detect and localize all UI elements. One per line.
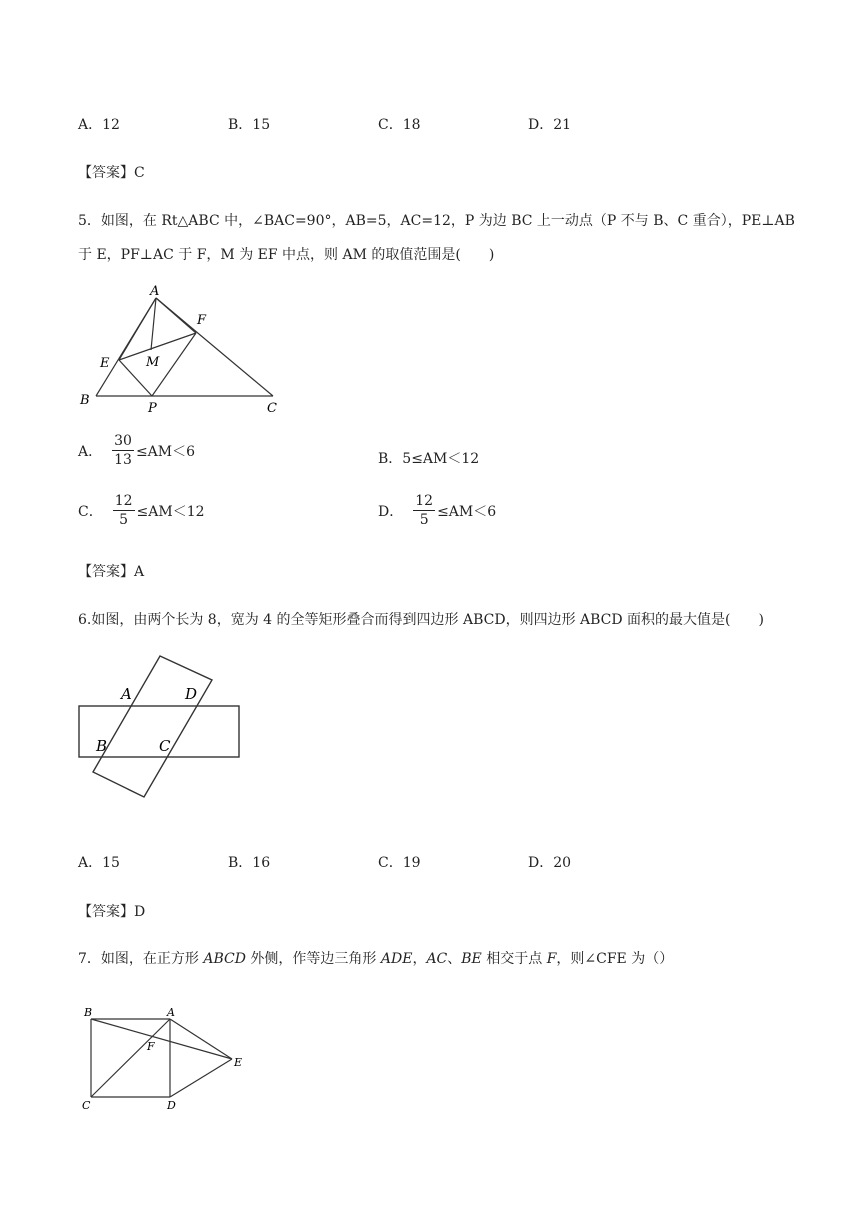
q4-option-d: D．21 [528, 117, 572, 133]
q6-option-d: D．20 [528, 855, 572, 871]
q7-label-e: E [234, 1056, 243, 1069]
q5-option-c-suffix: ≤AM＜12 [136, 503, 205, 520]
q6-stem: 6.如图，由两个长为 8，宽为 4 的全等矩形叠合而得到四边形 ABCD，则四边形 ABCD 面积的最大值是( ) [78, 612, 764, 628]
q5-option-c-denominator: 5 [119, 512, 129, 528]
q7-label-a: A [167, 1006, 175, 1019]
q5-option-a-fraction [112, 432, 134, 469]
q5-option-a-suffix: ≤AM＜6 [135, 443, 196, 460]
q7-stem-mid2: ， [412, 951, 427, 967]
q5-option-c [78, 492, 205, 529]
q6-option-a: A．15 [78, 855, 120, 871]
q4-option-c: C．18 [378, 117, 421, 133]
q7-stem-ade: ADE [380, 951, 413, 967]
q6-label-c: C [159, 737, 171, 755]
q7-stem-mid4: 相交于点 [481, 951, 547, 967]
q5-option-a-denominator: 13 [114, 452, 132, 468]
q5-stem-line1: 5．如图，在 Rt△ABC 中，∠BAC=90°，AB=5，AC=12，P 为边 BC 上一动点（P 不与 B、C 重合），PE⊥AB [78, 213, 795, 229]
q6-answer: 【答案】D [78, 904, 146, 920]
q7-stem-mid3: 、 [447, 951, 462, 967]
q5-option-c-numerator: 12 [114, 493, 133, 509]
q5-option-d-denominator: 5 [419, 512, 429, 528]
q5-label-a: A [150, 284, 160, 299]
q6-figure [74, 650, 246, 802]
q6-label-a: A [121, 685, 132, 703]
q5-option-a-prefix: A． [78, 443, 103, 460]
q5-label-f: F [197, 313, 207, 328]
q5-label-m: M [146, 355, 160, 370]
q5-label-b: B [80, 393, 90, 408]
q5-option-d-fraction [413, 492, 435, 529]
q5-figure [74, 278, 294, 418]
q4-answer: 【答案】C [78, 165, 145, 181]
q7-label-c: C [82, 1099, 91, 1112]
q7-stem-mid1: 外侧，作等边三角形 [245, 951, 381, 967]
q5-option-a [78, 432, 195, 469]
q5-option-a-numerator: 30 [114, 433, 132, 449]
q5-option-c-fraction [113, 492, 135, 529]
q7-stem-suffix: ，则∠CFE 为（） [556, 951, 674, 967]
q4-option-b: B．15 [228, 117, 271, 133]
q5-option-d-prefix: D． [378, 503, 404, 520]
q6-option-c: C．19 [378, 855, 421, 871]
q7-stem-abcd: ABCD [203, 951, 246, 967]
q5-option-d [378, 492, 496, 529]
q5-label-c: C [267, 401, 277, 416]
q5-answer: 【答案】A [78, 564, 145, 580]
q6-option-b: B．16 [228, 855, 271, 871]
q7-stem [78, 948, 673, 968]
q7-label-f: F [147, 1040, 155, 1053]
q5-option-b: B．5≤AM＜12 [378, 451, 480, 467]
q6-label-d: D [185, 685, 198, 703]
q5-option-c-prefix: C． [78, 503, 103, 520]
q7-stem-f: F [546, 951, 557, 967]
q7-stem-prefix: 7．如图，在正方形 [78, 951, 204, 967]
q4-option-a: A．12 [78, 117, 120, 133]
q6-label-b: B [96, 737, 108, 755]
q7-label-b: B [84, 1006, 93, 1019]
q5-stem-line2: 于 E，PF⊥AC 于 F，M 为 EF 中点，则 AM 的取值范围是( ) [78, 247, 495, 263]
q5-label-p: P [148, 401, 157, 416]
q5-label-e: E [100, 356, 110, 371]
q7-stem-ac: AC [426, 951, 448, 967]
q7-label-d: D [167, 1099, 176, 1112]
q5-option-d-suffix: ≤AM＜6 [437, 503, 497, 520]
q7-stem-be: BE [461, 951, 482, 967]
q5-option-d-numerator: 12 [415, 493, 434, 509]
q7-figure [76, 1000, 252, 1116]
